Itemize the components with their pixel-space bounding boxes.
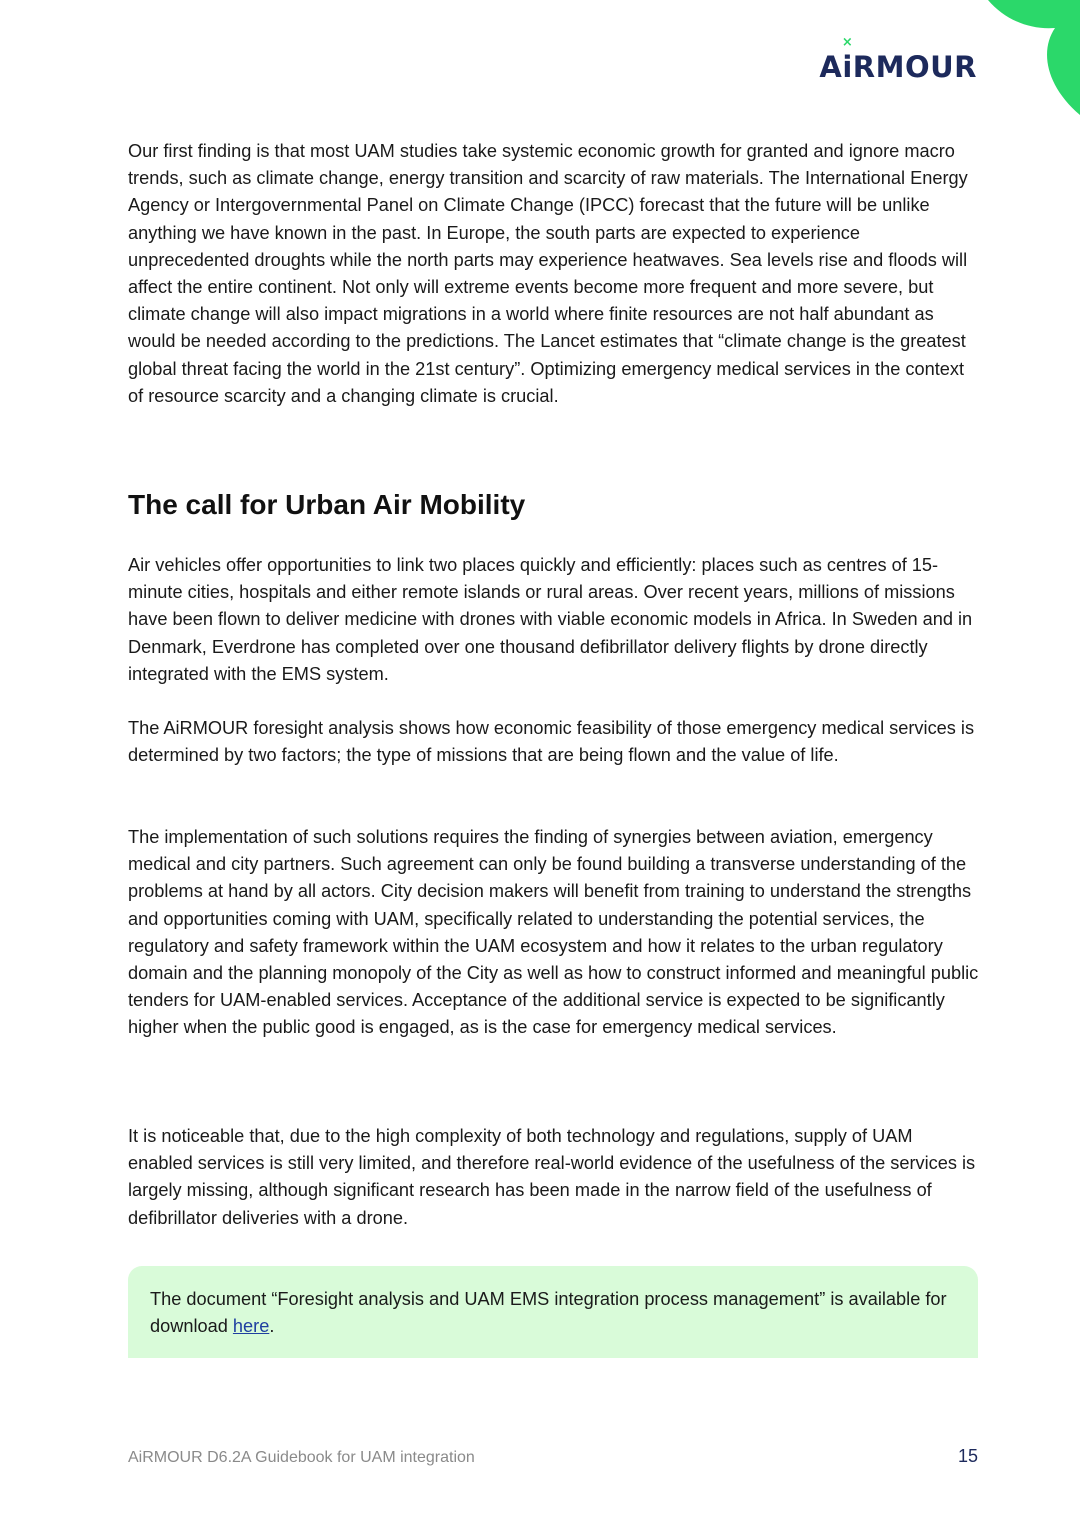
section-paragraph-2-wrap: [128, 715, 980, 769]
callout-text-after: .: [269, 1316, 275, 1337]
section-heading: The call for Urban Air Mobility: [128, 489, 526, 520]
section-paragraph: The implementation of such solutions requires the finding of synergies between aviation, emergency medical and city partners. Such agreement can only be found building a transverse understanding of the problems at hand by all actors. City decision makers will benefit from training to understand the strengths and opportunities coming with UAM, specifically related to understanding the potential services, the regulatory and safety framework within the UAM ecosystem and how it relates to the urban regulatory domain and the planning monopoly of the City as well as how to construct informed and meaningful public tenders for UAM-enabled services. Acceptance of the additional service is expected to be significantly higher when the public good is engaged, as is the case for emergency medical services.: [128, 827, 979, 1038]
intro-section: [128, 138, 980, 410]
download-callout: [128, 1266, 978, 1358]
section-paragraph: It is noticeable that, due to the high complexity of both technology and regulations, supply of UAM enabled services is still very limited, and therefore real-world evidence of the usefulness of the services is largely missing, although significant research has been made in the narrow field of the usefulness of defibrillator deliveries with a drone.: [128, 1126, 976, 1228]
section-paragraph: The AiRMOUR foresight analysis shows how economic feasibility of those emergency medical services is determined by two factors; the type of missions that are being flown and the value of life.: [128, 718, 975, 766]
section-paragraph: Air vehicles offer opportunities to link two places quickly and efficiently: places such as centres of 15-minute cities, hospitals and either remote islands or rural areas. Over recent years, millions of missions have been flown to deliver medicine with drones with viable economic models in Africa. In Sweden and in Denmark, Everdrone has completed over one thousand defibrillator delivery flights by drone directly integrated with the EMS system.: [128, 555, 973, 684]
logo-x-icon: ×: [841, 35, 854, 50]
section-paragraph-3-wrap: [128, 824, 980, 1042]
intro-paragraph: Our first finding is that most UAM studies take systemic economic growth for granted and ignore macro trends, such as climate change, energy transition and scarcity of raw materials. The International Energy Agency or Intergovernmental Panel on Climate Change (IPCC) forecast that the future will be unlike anything we have known in the past. In Europe, the south parts are expected to experience unprecedented droughts while the north parts may experience heatwaves. Sea levels rise and floods will affect the entire continent. Not only will extreme events become more frequent and more severe, but climate change will also impact migrations in a world where finite resources are not half abundant as would be needed according to the predictions. The Lancet estimates that “climate change is the greatest global threat facing the world in the 21st century”. Optimizing emergency medical services in the context of resource scarcity and a changing climate is crucial.: [128, 141, 968, 406]
section-paragraph-4-wrap: [128, 1123, 980, 1232]
section-heading-wrap: [128, 489, 980, 521]
logo-letter-i: × i: [841, 35, 854, 84]
logo-letters-rmour: RMOUR: [852, 50, 977, 84]
page-number: 15: [957, 1446, 978, 1466]
section-paragraph-1-wrap: [128, 552, 980, 688]
logo-letter-a: A: [819, 50, 843, 84]
download-link[interactable]: here: [232, 1316, 270, 1337]
callout-text-before: The document “Foresight analysis and UAM EMS integration process management” is available for download: [150, 1289, 947, 1337]
airmour-logo: [819, 35, 977, 84]
footer-document-title: AiRMOUR D6.2A Guidebook for UAM integration: [128, 1449, 475, 1466]
callout-text: [150, 1286, 950, 1340]
